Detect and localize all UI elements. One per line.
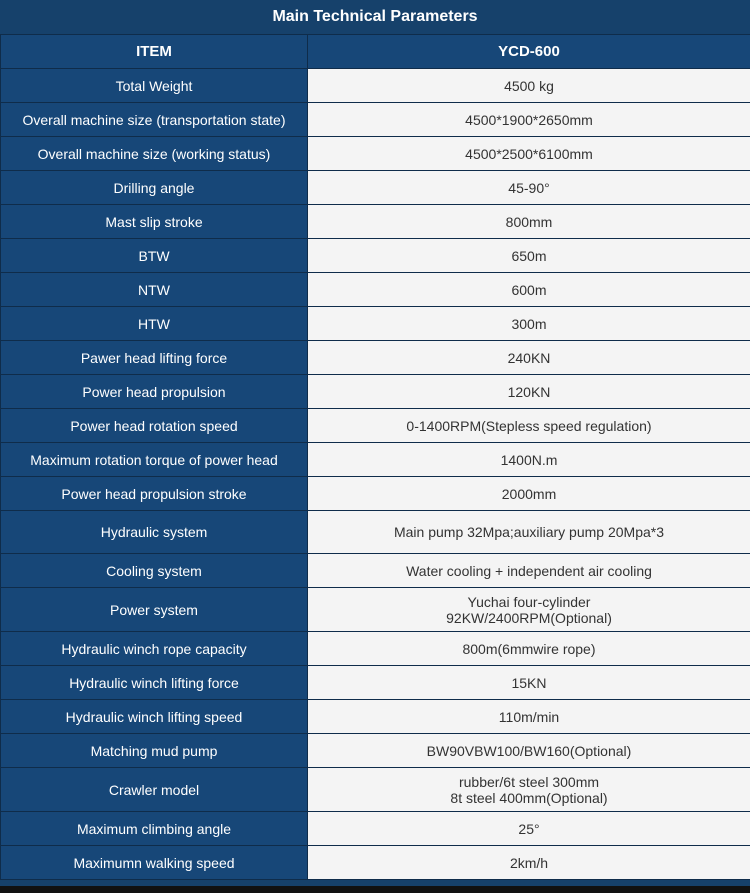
- param-value: [308, 239, 750, 273]
- table-row: [1, 69, 750, 103]
- param-value-line: 600m: [511, 281, 547, 298]
- param-value: [308, 171, 750, 205]
- param-value: [308, 103, 750, 137]
- param-value-line: 45-90°: [508, 179, 550, 196]
- param-value-line: 650m: [511, 247, 547, 264]
- param-value: [308, 588, 750, 632]
- bottom-border: [0, 886, 750, 893]
- param-value-line: 4500*1900*2650mm: [465, 111, 593, 128]
- param-label: BTW: [1, 239, 308, 273]
- table-row: [1, 307, 750, 341]
- table-row: [1, 443, 750, 477]
- header-model: YCD-600: [308, 35, 750, 69]
- table-row: [1, 588, 750, 632]
- table-row: [1, 409, 750, 443]
- param-value-line: BW90VBW100/BW160(Optional): [426, 742, 632, 759]
- param-value-line: 1400N.m: [500, 451, 558, 468]
- param-value: [308, 205, 750, 239]
- param-value-line: 15KN: [511, 674, 547, 691]
- param-value: [308, 307, 750, 341]
- param-value: [308, 443, 750, 477]
- table-row: [1, 137, 750, 171]
- param-label: Pawer head lifting force: [1, 341, 308, 375]
- table-row: [1, 273, 750, 307]
- page-title: Main Technical Parameters: [272, 8, 478, 25]
- param-label: Power head propulsion: [1, 375, 308, 409]
- param-value-line: Water cooling + independent air cooling: [406, 562, 652, 579]
- param-value-line: rubber/6t steel 300mm: [458, 773, 600, 790]
- param-value: [308, 700, 750, 734]
- param-value: [308, 632, 750, 666]
- param-label: Hydraulic winch lifting speed: [1, 700, 308, 734]
- table-row: [1, 341, 750, 375]
- table-row: [1, 554, 750, 588]
- param-value-line: 2000mm: [501, 485, 557, 502]
- table-row: [1, 734, 750, 768]
- table-row: [1, 205, 750, 239]
- param-value-line: 92KW/2400RPM(Optional): [446, 609, 612, 626]
- param-value-line: Yuchai four-cylinder: [467, 593, 591, 610]
- param-value: [308, 409, 750, 443]
- parameters-table: [0, 34, 750, 880]
- param-value: [308, 341, 750, 375]
- param-value: [308, 375, 750, 409]
- param-label: Hydraulic system: [1, 511, 308, 554]
- param-value: [308, 734, 750, 768]
- table-row: [1, 375, 750, 409]
- param-label: Overall machine size (transportation state): [1, 103, 308, 137]
- table-row: [1, 477, 750, 511]
- param-value-line: 0-1400RPM(Stepless speed regulation): [406, 417, 652, 434]
- param-label: Power system: [1, 588, 308, 632]
- table-row: [1, 768, 750, 812]
- table-header-row: [1, 35, 750, 69]
- param-value-line: 300m: [511, 315, 547, 332]
- param-value-line: Main pump 32Mpa;auxiliary pump 20Mpa*3: [393, 524, 665, 540]
- param-value-line: 8t steel 400mm(Optional): [450, 789, 608, 806]
- param-value-line: 800mm: [505, 213, 553, 230]
- param-value-line: 25°: [518, 820, 540, 837]
- table-row: [1, 103, 750, 137]
- table-row: [1, 511, 750, 554]
- param-value: [308, 554, 750, 588]
- param-value: [308, 273, 750, 307]
- param-label: HTW: [1, 307, 308, 341]
- param-label: Crawler model: [1, 768, 308, 812]
- table-row: [1, 846, 750, 880]
- param-label: Maximumn walking speed: [1, 846, 308, 880]
- param-value: [308, 69, 750, 103]
- param-label: Cooling system: [1, 554, 308, 588]
- param-value-line: 4500*2500*6100mm: [465, 145, 593, 162]
- param-value: [308, 812, 750, 846]
- param-value: [308, 137, 750, 171]
- param-value-line: 800m(6mmwire rope): [462, 640, 596, 657]
- table-row: [1, 666, 750, 700]
- param-value: [308, 511, 750, 554]
- param-label: Power head rotation speed: [1, 409, 308, 443]
- param-value: [308, 768, 750, 812]
- table-row: [1, 700, 750, 734]
- table-row: [1, 239, 750, 273]
- table-row: [1, 632, 750, 666]
- param-label: Matching mud pump: [1, 734, 308, 768]
- param-label: Maximum rotation torque of power head: [1, 443, 308, 477]
- table-row: [1, 812, 750, 846]
- param-label: Drilling angle: [1, 171, 308, 205]
- param-value-line: 120KN: [507, 383, 551, 400]
- param-value-line: 4500 kg: [504, 77, 554, 94]
- param-value: [308, 477, 750, 511]
- param-value-line: 110m/min: [498, 708, 560, 725]
- param-value-line: 2km/h: [509, 854, 549, 871]
- header-item: ITEM: [1, 35, 308, 69]
- param-label: Total Weight: [1, 69, 308, 103]
- table-row: [1, 171, 750, 205]
- param-label: Hydraulic winch lifting force: [1, 666, 308, 700]
- param-label: Mast slip stroke: [1, 205, 308, 239]
- param-value-line: 240KN: [507, 349, 551, 366]
- param-label: Hydraulic winch rope capacity: [1, 632, 308, 666]
- param-value: [308, 846, 750, 880]
- param-label: NTW: [1, 273, 308, 307]
- param-label: Power head propulsion stroke: [1, 477, 308, 511]
- param-label: Maximum climbing angle: [1, 812, 308, 846]
- param-value: [308, 666, 750, 700]
- param-label: Overall machine size (working status): [1, 137, 308, 171]
